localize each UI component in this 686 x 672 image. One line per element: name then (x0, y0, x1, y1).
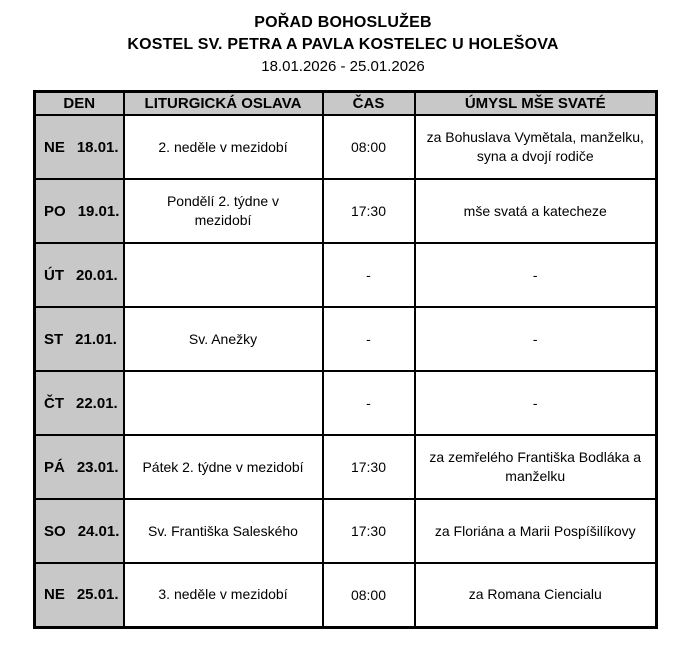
celebration-cell: Sv. Anežky (124, 307, 323, 371)
column-header: ÚMYSL MŠE SVATÉ (415, 92, 657, 116)
day-cell (35, 499, 124, 563)
column-header: LITURGICKÁ OSLAVA (124, 92, 323, 116)
intention-cell: za Bohuslava Vymětala, manželku, syna a dvojí rodiče (415, 115, 657, 179)
intention-cell: - (415, 307, 657, 371)
table-header-row (35, 92, 657, 116)
day-abbreviation: NE (44, 586, 65, 604)
time-cell: 08:00 (323, 115, 415, 179)
day-cell (35, 563, 124, 627)
time-cell: 17:30 (323, 435, 415, 499)
time-cell: - (323, 243, 415, 307)
date-range: 18.01.2026 - 25.01.2026 (261, 58, 425, 75)
time-cell: 17:30 (323, 499, 415, 563)
intention-cell: - (415, 371, 657, 435)
day-abbreviation: PO (44, 202, 66, 220)
day-date: 20.01. (76, 266, 118, 284)
day-cell (35, 371, 124, 435)
column-header: ČAS (323, 92, 415, 116)
intention-cell: za Floriána a Marii Pospíšilíkovy (415, 499, 657, 563)
celebration-cell: Pondělí 2. týdne v mezidobí (124, 179, 323, 243)
table-row (35, 435, 657, 499)
day-cell (35, 115, 124, 179)
day-date: 22.01. (76, 394, 118, 412)
day-cell (35, 179, 124, 243)
page-title: POŘAD BOHOSLUŽEB (254, 14, 432, 31)
celebration-cell: 2. neděle v mezidobí (124, 115, 323, 179)
celebration-cell: Pátek 2. týdne v mezidobí (124, 435, 323, 499)
time-cell: - (323, 307, 415, 371)
day-date: 18.01. (76, 138, 119, 156)
service-schedule-table (33, 90, 658, 629)
day-cell (35, 435, 124, 499)
day-cell (35, 243, 124, 307)
celebration-cell: Sv. Františka Saleského (124, 499, 323, 563)
church-name: KOSTEL SV. PETRA A PAVLA KOSTELEC U HOLEŠOVA (127, 36, 559, 53)
day-date: 23.01. (76, 458, 119, 476)
celebration-cell (124, 243, 323, 307)
day-abbreviation: ČT (44, 394, 64, 412)
table-row (35, 499, 657, 563)
day-date: 24.01. (77, 522, 120, 540)
time-cell: 08:00 (323, 563, 415, 627)
table-row (35, 179, 657, 243)
table-row (35, 307, 657, 371)
day-date: 19.01. (77, 202, 120, 220)
day-abbreviation: PÁ (44, 458, 65, 476)
day-date: 21.01. (75, 330, 117, 348)
celebration-cell (124, 371, 323, 435)
intention-cell: za zemřelého Františka Bodláka a manželku (415, 435, 657, 499)
intention-cell: za Romana Ciencialu (415, 563, 657, 627)
table-row (35, 371, 657, 435)
day-abbreviation: ÚT (44, 266, 64, 284)
time-cell: - (323, 371, 415, 435)
day-abbreviation: ST (44, 330, 64, 348)
time-cell: 17:30 (323, 179, 415, 243)
column-header: DEN (35, 92, 124, 116)
day-date: 25.01. (76, 586, 119, 604)
intention-cell: - (415, 243, 657, 307)
celebration-cell: 3. neděle v mezidobí (124, 563, 323, 627)
day-abbreviation: SO (44, 522, 66, 540)
intention-cell: mše svatá a katecheze (415, 179, 657, 243)
day-abbreviation: NE (44, 138, 65, 156)
table-row (35, 563, 657, 627)
table-row (35, 243, 657, 307)
day-cell (35, 307, 124, 371)
title-block (0, 0, 686, 77)
table-row (35, 115, 657, 179)
